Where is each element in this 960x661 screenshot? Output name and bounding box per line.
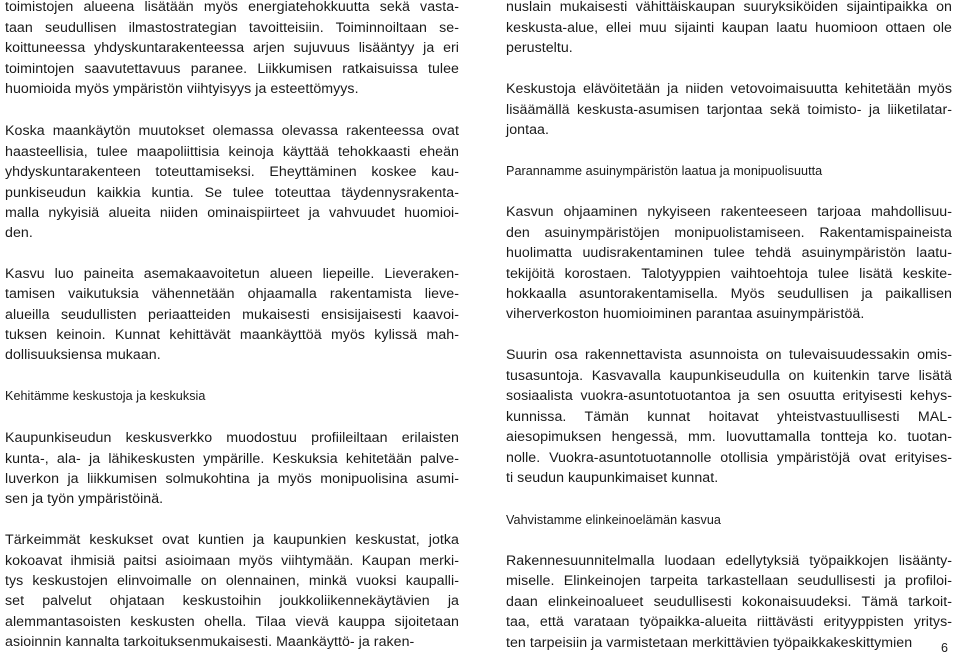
paragraph-line: den. [5, 225, 33, 241]
paragraph-line: sen ja työn ympäristöinä. [5, 491, 164, 507]
paragraph-line: aiesopimuksen hengessä, mm. luovuttamalla tontteja ko. tuotan- [506, 429, 952, 445]
paragraph-line: Suurin osa rakennettavista asunnoista on tulevaisuudessakin omis- [506, 347, 952, 363]
paragraph-line: kokoavat ihmisiä paitsi asioimaan myös viihtymään. Kaupan merki- [5, 553, 459, 569]
paragraph-line: kunnissa. Tämän kunnat hoitavat yhteistvastuullisesti MAL- [506, 409, 952, 425]
section-heading: Vahvistamme elinkeinoelämän kasvua [506, 513, 721, 527]
paragraph-line: hokkaalla asuntorakentamisella. Myös seudullisen ja paikallisen [506, 286, 952, 302]
paragraph-line: Kaupunkiseudun keskusverkko muodostuu profiileiltaan erilaisten [5, 430, 459, 446]
paragraph-line: tamisen vaikutuksia vähennetään ohjaamalla rakentamista lieve- [5, 286, 459, 302]
paragraph-line: Kasvu luo paineita asemakaavoitetun alueen liepeille. Lieveraken- [5, 266, 459, 282]
paragraph-line: keskusta-alue, ellei muu sijainti kaupan laatu huomioon ottaen ole [506, 20, 952, 36]
paragraph-line: huomioida myös ympäristön viihtyisyys ja esteettömyys. [5, 81, 359, 97]
paragraph-line: lisäämällä keskusta-asumisen tarjontaa sekä toimisto- ja liiketilatar- [506, 102, 952, 118]
paragraph-line: tekijöitä korostaen. Talotyyppien vaihtoehtoja tulee lisätä keskite- [506, 266, 952, 282]
paragraph-line: viherverkoston huomioiminen parantaa asuinympäristöä. [506, 306, 865, 322]
page-number: 6 [941, 641, 948, 655]
section-heading: Parannamme asuinympäristön laatua ja monipuolisuutta [506, 164, 823, 178]
paragraph-line: daan elinkeinoalueet seudullisesti kokonaisuudeksi. Tämä tarkoit- [506, 594, 952, 610]
paragraph-line: yhdyskuntarakenteen toteuttamiseksi. Eheyttäminen koskee kau- [5, 164, 459, 180]
paragraph-line: tusasuntoja. Kasvavalla kaupunkiseudulla on kuitenkin tarve lisätä [506, 368, 952, 384]
paragraph-line: miselle. Elinkeinojen tarpeita tarkastellaan seudullisesti ja profiloi- [506, 573, 952, 589]
paragraph-line: toimistojen alueena lisätään myös energiatehokkuutta sekä vasta- [5, 0, 459, 15]
paragraph-line: dollisuuksiensa mukaan. [5, 347, 161, 363]
paragraph-line: set palvelut ohjataan keskustoihin joukkoliikennekäytävien ja [5, 593, 459, 609]
paragraph-line: koittuneessa yhdyskuntarakenteessa arjen sujuvuus lisääntyy ja eri [5, 40, 459, 56]
paragraph-line: taan seudullisen ilmastostrategian tavoitteisiin. Toiminnoiltaan se- [5, 20, 459, 36]
paragraph-line: alemmantasoisten keskusten ohella. Tilaa vievä kauppa sijoitetaan [5, 614, 459, 630]
paragraph-line: alueilla seudullisten periaatteiden mukaisesti ensisijaisesti kaavoi- [5, 307, 459, 323]
paragraph-line: Rakennesuunnitelmalla luodaan edellytyksiä työpaikkojen lisäänty- [506, 553, 952, 569]
paragraph-line: nuslain mukaisesti vähittäiskaupan suuryksiköiden sijaintipaikka on [506, 0, 952, 15]
paragraph-line: jontaa. [506, 122, 549, 138]
paragraph-line: taa, että varataan työpaikka-alueita riittävästi erityyppisten yritys- [506, 614, 952, 630]
paragraph-line: toimintojen saavutettavuus paranee. Liikkumisen ratkaisuissa tulee [5, 61, 459, 77]
paragraph-line: asioinnin kannalta tarkoituksenmukaisesti. Maankäyttö- ja raken- [5, 634, 415, 650]
paragraph-line: den asuinympäristöjen monipuolistamiseen. Rakentamispaineista [506, 225, 952, 241]
section-heading: Kehitämme keskustoja ja keskuksia [5, 389, 206, 403]
paragraph-line: huolimatta uudisrakentaminen tulee tehdä asuinympäristön laatu- [506, 245, 952, 261]
paragraph-line: Keskustoja elävöitetään ja niiden vetovoimaisuutta kehitetään myös [506, 81, 952, 97]
paragraph-line: tuksen keinoin. Kunnat kehittävät maankäyttöä myös kylissä mah- [5, 327, 459, 343]
paragraph-line: tys keskustojen elinvoimalle on olennainen, minkä vuoksi kaupalli- [5, 573, 459, 589]
paragraph-line: Kasvun ohjaaminen nykyiseen rakenteeseen tarjoaa mahdollisuu- [506, 204, 952, 220]
paragraph-line: malla nykyisiä alueita niiden ominaispiirteet ja vahvuudet huomioi- [5, 205, 459, 221]
paragraph-line: kunta-, ala- ja lähikeskusten ympärille. Keskuksia kehitetään palve- [5, 451, 459, 467]
paragraph-line: Tärkeimmät keskukset ovat kuntien ja kaupunkien keskustat, jotka [5, 532, 459, 548]
paragraph-line: Koska maankäytön muutokset olemassa olevassa rakenteessa ovat [5, 123, 459, 139]
paragraph-line: ti seudun kaupunkimaiset kunnat. [506, 470, 719, 486]
paragraph-line: nolle. Vuokra-asuntotuotannolle otollisia ympäristöjä ovat erityises- [506, 450, 952, 466]
paragraph-line: perusteltu. [506, 40, 573, 56]
paragraph-line: ten tarpeisiin ja varmistetaan merkittävien työpaikkakeskittymien [506, 635, 913, 651]
paragraph-line: punkiseudun kaikkia kuntia. Se tulee toteuttaa täydennysrakenta- [5, 185, 459, 201]
paragraph-line: haasteellisia, tulee maapoliittisia keinoja käyttää tehokkaasti eheän [5, 144, 459, 160]
paragraph-line: sosiaalista vuokra-asuntotuotantoa ja sen osuutta erityisesti kehys- [506, 388, 952, 404]
paragraph-line: luverkon ja liikkumisen solmukohtina ja myös monipuolisina asumi- [5, 471, 459, 487]
